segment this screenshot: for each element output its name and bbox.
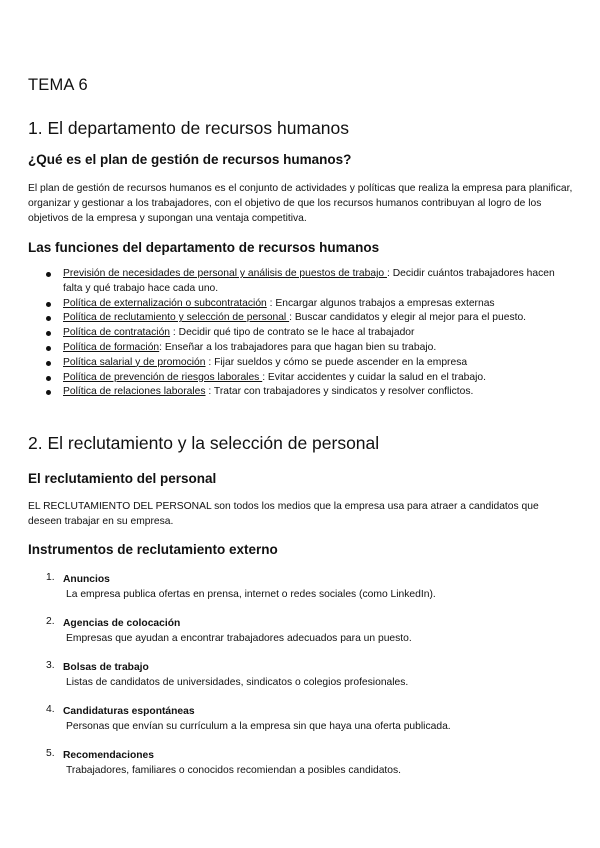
- instrument-title: Agencias de colocación: [63, 618, 181, 629]
- item-number: 3.: [46, 660, 55, 671]
- section-1-title: 1. El departamento de recursos humanos: [28, 118, 350, 138]
- bullet-dot: [46, 302, 51, 307]
- item-number: 1.: [46, 572, 55, 583]
- instrument-title: Anuncios: [63, 574, 110, 585]
- item-number: 2.: [46, 616, 55, 627]
- tema-heading: TEMA 6: [28, 76, 88, 94]
- function-term: Política de relaciones laborales: [63, 386, 206, 398]
- functions-list: [0, 267, 600, 400]
- instrument-desc: La empresa publica ofertas en prensa, internet o redes sociales (como LinkedIn).: [66, 589, 436, 600]
- instrument-desc: Listas de candidatos de universidades, sindicatos o colegios profesionales.: [66, 677, 409, 688]
- instrument-desc: Trabajadores, familiares o conocidos recomiendan a posibles candidatos.: [66, 765, 402, 776]
- instrument-title: Recomendaciones: [63, 750, 154, 761]
- list-item: [0, 572, 600, 616]
- list-item: [0, 341, 563, 356]
- function-term: Política salarial y de promoción: [63, 356, 206, 368]
- function-term: Política de prevención de riesgos laborales: [63, 371, 263, 383]
- function-desc: : Buscar candidatos y elegir al mejor para el puesto.: [289, 312, 527, 324]
- function-term: Previsión de necesidades de personal y análisis de puestos de trabajo: [63, 268, 387, 279]
- function-desc: : Fijar sueldos y cómo se puede ascender en la empresa: [205, 356, 468, 368]
- section-2-paragraph: EL RECLUTAMIENTO DEL PERSONAL son todos los medios que la empresa usa para atraer a candidatos que deseen trabajar en su empresa.: [28, 501, 539, 527]
- bullet-dot: [46, 316, 51, 321]
- list-item: [0, 748, 600, 792]
- bullet-dot: [46, 346, 51, 351]
- list-item: [0, 356, 563, 371]
- list-item: [0, 267, 563, 297]
- item-number: 5.: [46, 748, 55, 759]
- list-item: [0, 371, 563, 386]
- function-desc: : Tratar con trabajadores y sindicatos y resolver conflictos.: [205, 386, 474, 398]
- bullet-dot: [46, 390, 51, 395]
- instruments-title: Instrumentos de reclutamiento externo: [28, 542, 278, 557]
- functions-title: Las funciones del departamento de recursos humanos: [28, 240, 380, 255]
- function-desc: : Evitar accidentes y cuidar la salud en el trabajo.: [262, 371, 486, 383]
- bullet-dot: [46, 331, 51, 336]
- list-item: [0, 704, 600, 748]
- list-item: [0, 297, 563, 312]
- section-2-title: 2. El reclutamiento y la selección de personal: [28, 433, 380, 453]
- function-term: Política de externalización o subcontratación: [63, 297, 267, 309]
- instrument-desc: Personas que envían su currículum a la empresa sin que haya una oferta publicada.: [66, 721, 451, 732]
- item-number: 4.: [46, 704, 55, 715]
- list-item: [0, 385, 563, 400]
- instrument-title: Bolsas de trabajo: [63, 662, 149, 673]
- function-desc: : Encargar algunos trabajos a empresas externas: [266, 297, 495, 309]
- bullet-dot: [46, 361, 51, 366]
- instrument-title: Candidaturas espontáneas: [63, 706, 195, 717]
- bullet-dot: [46, 376, 51, 381]
- function-desc: : Decidir qué tipo de contrato se le hace al trabajador: [170, 327, 415, 339]
- section-1-subtitle: ¿Qué es el plan de gestión de recursos humanos?: [28, 152, 352, 167]
- instrument-desc: Empresas que ayudan a encontrar trabajadores adecuados para un puesto.: [66, 633, 412, 644]
- list-item: [0, 326, 563, 341]
- list-item: [0, 311, 563, 326]
- instruments-list: [0, 572, 600, 792]
- function-desc: : Enseñar a los trabajadores para que hagan bien su trabajo.: [159, 341, 437, 353]
- list-item: [0, 660, 600, 704]
- function-term: Política de contratación: [63, 327, 171, 339]
- section-1-paragraph: El plan de gestión de recursos humanos es el conjunto de actividades y políticas que realiza la empresa para planificar, organizar y gestionar a los trabajadores, con el objetivo de que los recursos humanos contribuyan al logro de los objetivos de la empresa y supongan una ventaja competitiva.: [28, 183, 573, 224]
- bullet-dot: [46, 272, 51, 277]
- function-term: Política de reclutamiento y selección de personal: [63, 312, 290, 324]
- section-2-subtitle: El reclutamiento del personal: [28, 471, 217, 486]
- list-item: [0, 616, 600, 660]
- function-term: Política de formación: [63, 341, 160, 353]
- function-desc: : Decidir cuántos trabajadores hacen falta y qué trabajo hace cada uno.: [63, 268, 555, 294]
